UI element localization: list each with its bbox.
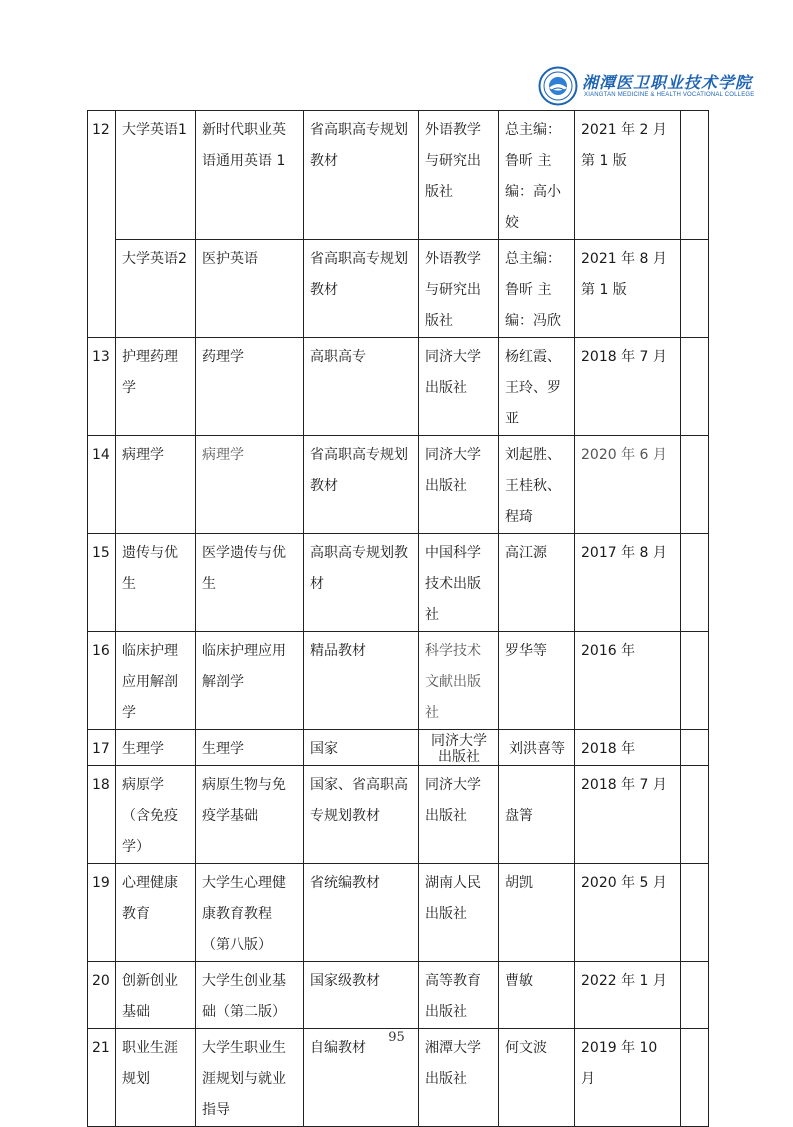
author: 何文波 [499, 1029, 575, 1127]
author: 刘洪喜等 [499, 730, 575, 766]
course-name: 病理学 [116, 436, 196, 534]
publish-date: 2017 年 8 月 [575, 534, 681, 632]
page-number: 95 [388, 1030, 405, 1045]
empty-cell [681, 864, 709, 962]
college-emblem-icon [538, 66, 578, 106]
author: 盘箐 [499, 766, 575, 864]
empty-cell [681, 534, 709, 632]
publish-date: 2018 年 7 月 [575, 766, 681, 864]
textbook-type: 国家、省高职高专规划教材 [304, 766, 419, 864]
author: 总主编：鲁昕 主编：冯欣 [499, 240, 575, 338]
publisher: 同济大学出版社 [419, 730, 499, 766]
table-row [88, 111, 709, 240]
textbook-title: 临床护理应用解剖学 [196, 632, 304, 730]
author: 高江源 [499, 534, 575, 632]
textbook-type: 高职高专规划教材 [304, 534, 419, 632]
course-name: 生理学 [116, 730, 196, 766]
publish-date: 2021 年 8 月第 1 版 [575, 240, 681, 338]
publish-date: 2020 年 5 月 [575, 864, 681, 962]
row-number: 12 [88, 111, 116, 338]
textbook-title: 药理学 [196, 338, 304, 436]
table-row [88, 436, 709, 534]
course-name: 大学英语1 [116, 111, 196, 240]
textbook-title: 医护英语 [196, 240, 304, 338]
course-name: 病原学（含免疫学） [116, 766, 196, 864]
empty-cell [681, 766, 709, 864]
empty-cell [681, 111, 709, 240]
textbook-type: 省高职高专规划教材 [304, 240, 419, 338]
empty-cell [681, 436, 709, 534]
textbook-type: 省高职高专规划教材 [304, 436, 419, 534]
row-number: 15 [88, 534, 116, 632]
row-number: 18 [88, 766, 116, 864]
course-name: 大学英语2 [116, 240, 196, 338]
table-row [88, 534, 709, 632]
textbook-title: 大学生创业基础（第二版） [196, 962, 304, 1029]
publish-date: 2018 年 7 月 [575, 338, 681, 436]
publisher: 同济大学出版社 [419, 338, 499, 436]
textbook-title: 医学遗传与优生 [196, 534, 304, 632]
table-row [88, 240, 709, 338]
publisher: 外语教学与研究出版社 [419, 111, 499, 240]
textbook-title: 新时代职业英语通用英语 1 [196, 111, 304, 240]
empty-cell [681, 240, 709, 338]
publish-date: 2020 年 6 月 [575, 436, 681, 534]
college-name-cn: 湘潭医卫职业技术学院 [582, 73, 753, 92]
row-number: 16 [88, 632, 116, 730]
author: 总主编：鲁昕 主编：高小姣 [499, 111, 575, 240]
course-name: 职业生涯规划 [116, 1029, 196, 1127]
college-name-en: XIANGTAN MEDICINE & HEALTH VOCATIONAL COLLEGE [584, 92, 755, 98]
publish-date: 2016 年 [575, 632, 681, 730]
author: 曹敏 [499, 962, 575, 1029]
author: 胡凯 [499, 864, 575, 962]
row-number: 17 [88, 730, 116, 766]
course-name: 创新创业基础 [116, 962, 196, 1029]
row-number: 13 [88, 338, 116, 436]
textbook-type: 精品教材 [304, 632, 419, 730]
publisher: 科学技术文献出版社 [419, 632, 499, 730]
empty-cell [681, 632, 709, 730]
course-name: 心理健康教育 [116, 864, 196, 962]
row-number: 14 [88, 436, 116, 534]
textbook-type: 省统编教材 [304, 864, 419, 962]
row-number: 21 [88, 1029, 116, 1127]
author: 杨红霞、王玲、罗亚 [499, 338, 575, 436]
empty-cell [681, 338, 709, 436]
textbook-table [87, 110, 709, 1127]
author: 刘起胜、王桂秋、程琦 [499, 436, 575, 534]
course-name: 遗传与优生 [116, 534, 196, 632]
textbook-type: 国家 [304, 730, 419, 766]
publisher: 中国科学技术出版社 [419, 534, 499, 632]
textbook-title: 生理学 [196, 730, 304, 766]
textbook-type: 国家级教材 [304, 962, 419, 1029]
table-row [88, 864, 709, 962]
publisher: 高等教育出版社 [419, 962, 499, 1029]
publish-date: 2019 年 10 月 [575, 1029, 681, 1127]
college-logo [538, 66, 755, 106]
table-row [88, 338, 709, 436]
textbook-title: 病理学 [196, 436, 304, 534]
table-row [88, 962, 709, 1029]
row-number: 19 [88, 864, 116, 962]
table-row [88, 766, 709, 864]
textbook-type: 高职高专 [304, 338, 419, 436]
course-name: 临床护理应用解剖学 [116, 632, 196, 730]
table-row [88, 632, 709, 730]
publisher: 湖南人民出版社 [419, 864, 499, 962]
publisher: 湘潭大学出版社 [419, 1029, 499, 1127]
empty-cell [681, 730, 709, 766]
textbook-type: 省高职高专规划教材 [304, 111, 419, 240]
publish-date: 2018 年 [575, 730, 681, 766]
row-number: 20 [88, 962, 116, 1029]
textbook-type: 自编教材 [304, 1029, 419, 1127]
publisher: 同济大学出版社 [419, 766, 499, 864]
publish-date: 2022 年 1 月 [575, 962, 681, 1029]
course-name: 护理药理学 [116, 338, 196, 436]
publisher: 同济大学出版社 [419, 436, 499, 534]
table-row [88, 730, 709, 766]
publish-date: 2021 年 2 月第 1 版 [575, 111, 681, 240]
empty-cell [681, 962, 709, 1029]
textbook-title: 大学生职业生涯规划与就业指导 [196, 1029, 304, 1127]
textbook-title: 大学生心理健康教育教程（第八版） [196, 864, 304, 962]
publisher: 外语教学与研究出版社 [419, 240, 499, 338]
textbook-title: 病原生物与免疫学基础 [196, 766, 304, 864]
author: 罗华等 [499, 632, 575, 730]
